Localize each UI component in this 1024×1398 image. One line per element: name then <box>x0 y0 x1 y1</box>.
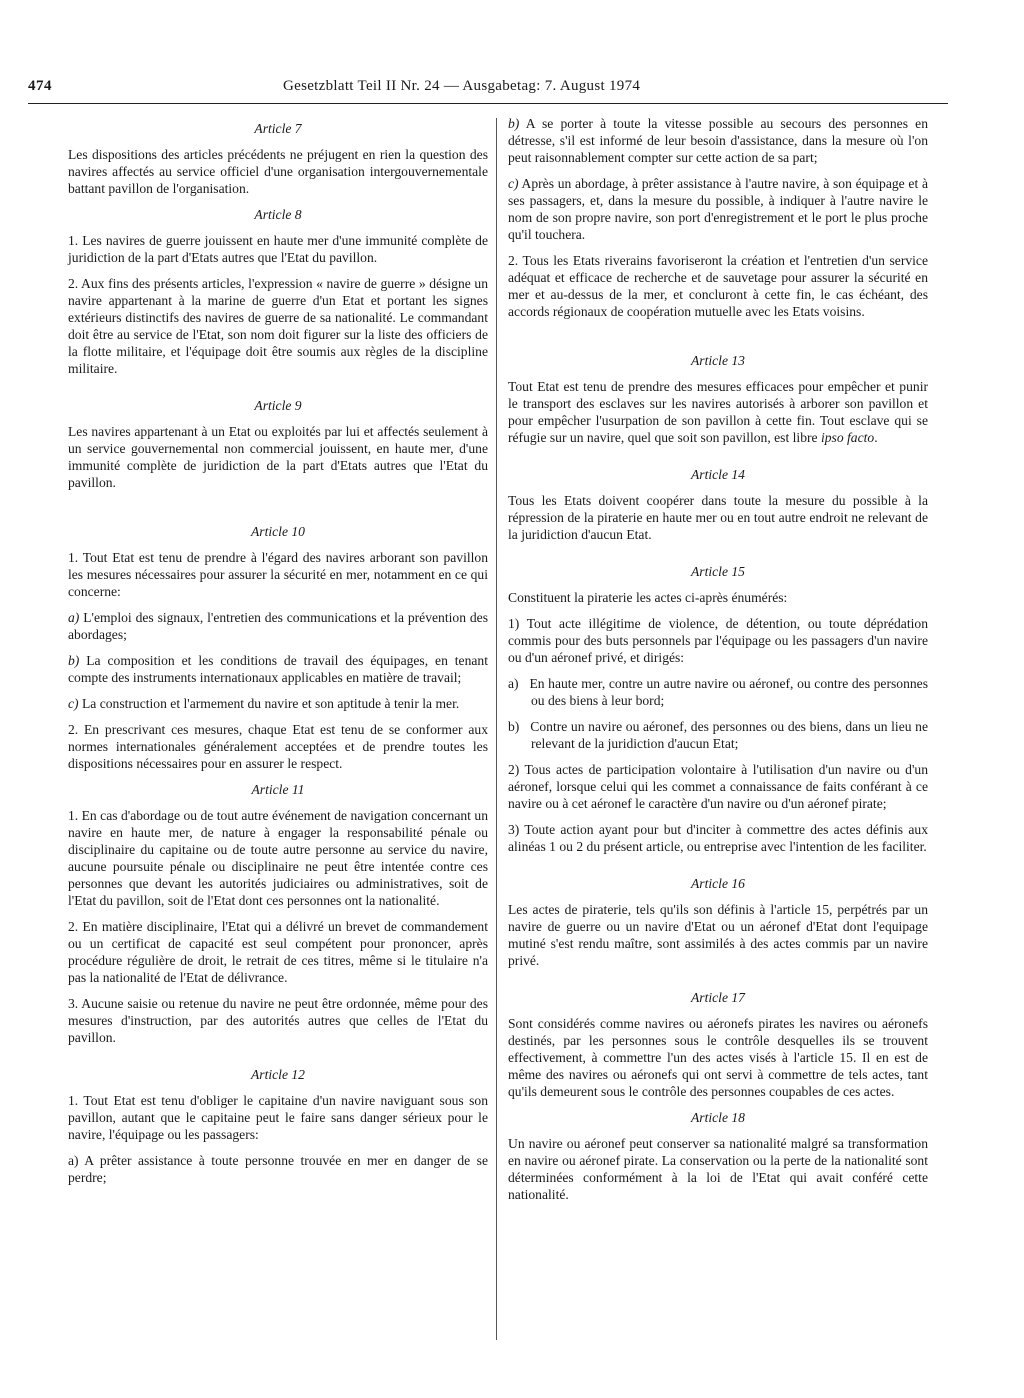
paragraph: 2. Aux fins des présents articles, l'expression « navire de guerre » désigne un navire appartenant à la marine de guerre d'un Etat et portant les signes extérieurs distinctifs des navires de guerre de sa nationalité. Le commandant doit être au service de l'Etat, son nom doit figurer sur la liste des officiers de la flotte militaire, et l'équipage doit être soumis aux règles de la discipline militaire. <box>68 276 488 376</box>
list-item: a) A prêter assistance à toute personne trouvée en mer en danger de se perdre; <box>68 1153 488 1185</box>
paragraph: 2. En prescrivant ces mesures, chaque Etat est tenu de se conformer aux normes internationales généralement acceptées et de prendre toutes les dispositions nécessaires pour en assurer le respect. <box>68 722 488 771</box>
item-label: b) <box>508 116 520 131</box>
article-title: Article 10 <box>251 524 305 539</box>
item-label: c) <box>68 696 79 711</box>
list-item <box>508 675 928 709</box>
item-label: b) <box>68 653 80 668</box>
item-label: a) <box>508 676 519 691</box>
paragraph: Sont considérés comme navires ou aéronefs pirates les navires ou aéronefs destinés, par les personnes sous le contrôle desquelles ils se trouvent effectivement, à commettre l'un des actes visés à l'article 15. Il en est de même des navires ou aéronefs qui ont servi à commettre de tels actes, tant qu'ils demeurent sous le contrôle des personnes coupables de ces actes. <box>508 1016 928 1099</box>
paragraph <box>508 378 928 446</box>
page-header <box>28 78 948 100</box>
paragraph-text: Tout Etat est tenu de prendre des mesures efficaces pour empêcher et punir le transport des esclaves sur les navires autorisés à arborer son pavillon et pour empêcher l'usurpation de son pavillon à cette fin. Tout esclave qui se réfugie sur un navire, quel que soit son pavillon, est libre <box>508 379 928 445</box>
item-text: En haute mer, contre un autre navire ou aéronef, ou contre des personnes ou des biens à leur bord; <box>529 676 928 708</box>
list-item <box>508 175 928 243</box>
latin-term: ipso facto <box>820 430 875 445</box>
paragraph: Les actes de piraterie, tels qu'ils son définis à l'article 15, perpétrés par un navire de guerre ou un navire d'Etat ou un aéronef d'Etat dont l'equipage mutiné s'est rendu maître, sont assimilés à des actes commis par un navire privé. <box>508 902 928 968</box>
paragraph-end: . <box>874 430 878 445</box>
list-item <box>508 718 928 752</box>
paragraph: 1. Tout Etat est tenu d'obliger le capitaine d'un navire naviguant sous son pavillon, autant que le capitaine peut le faire sans danger sérieux pour le navire, l'équipage ou les passagers: <box>68 1093 488 1142</box>
paragraph: 1. Les navires de guerre jouissent en haute mer d'une immunité complète de juridiction de la part d'Etats autres que l'Etat du pavillon. <box>68 233 488 265</box>
article-title: Article 11 <box>251 782 305 797</box>
item-label: a) <box>68 610 80 625</box>
item-text: La construction et l'armement du navire et son aptitude à tenir la mer. <box>78 696 460 711</box>
list-item <box>68 652 488 686</box>
article-title: Article 14 <box>691 467 745 482</box>
list-item: 1) Tout acte illégitime de violence, de détention, ou toute déprédation commis pour des buts personnels par l'équipage ou les passagers d'un navire ou d'un aéronef privé, et dirigés: <box>508 616 928 665</box>
list-item: 3) Toute action ayant pour but d'inciter à commettre des actes définis aux alinéas 1 ou 2 du présent article, ou entreprise avec l'intention de les faciliter. <box>508 822 928 854</box>
page-number: 474 <box>28 78 52 94</box>
paragraph: 1. En cas d'abordage ou de tout autre événement de navigation concernant un navire en haute mer, de nature à engager la responsabilité pénale ou disciplinaire du capitaine ou de toute autre personne au service du navire, aucune poursuite pénale ou disciplinaire ne peut être intentée contre ces personnes que devant les autorités judiciaires ou administratives, soit de l'Etat du pavillon, soit de l'Etat dont ces personnes ont la nationalité. <box>68 808 488 908</box>
item-text: Après un abordage, à prêter assistance à l'autre navire, à son équipage et à ses passagers, et, dans la mesure du possible, à indiquer à l'autre navire le nom de son propre navire, son port d'enregistrement et le port le plus proche qu'il touchera. <box>508 176 928 242</box>
item-text: A se porter à toute la vitesse possible au secours des personnes en détresse, s'il est informé de leur besoin d'assistance, dans la mesure où l'on peut raisonnablement compter sur cette action de sa part; <box>508 116 928 165</box>
list-item <box>68 609 488 643</box>
list-item <box>68 695 488 712</box>
running-head: Gesetzblatt Teil II Nr. 24 — Ausgabetag: 7. August 1974 <box>283 78 641 94</box>
article-title: Article 12 <box>251 1067 305 1082</box>
article-title: Article 17 <box>691 990 745 1005</box>
list-item <box>508 115 928 166</box>
paragraph: Constituent la piraterie les actes ci-après énumérés: <box>508 590 788 605</box>
column-divider <box>496 118 497 1340</box>
item-label: b) <box>508 719 520 734</box>
item-text: La composition et les conditions de travail des équipages, en tenant compte des instruments internationaux applicables en matière de travail; <box>68 653 488 685</box>
article-title: Article 16 <box>691 876 745 891</box>
article-title: Article 18 <box>691 1110 745 1125</box>
left-column <box>68 115 488 1195</box>
paragraph: 2. En matière disciplinaire, l'Etat qui a délivré un brevet de commandement ou un certificat de capacité est seul compétent pour prononcer, après procédure régulière de droit, le retrait de ces titres, même si le titulaire n'a pas la nationalité de l'Etat de délivrance. <box>68 919 488 985</box>
paragraph: 3. Aucune saisie ou retenue du navire ne peut être ordonnée, même pour des mesures d'instruction, par des autorités autres que celles de l'Etat du pavillon. <box>68 996 488 1045</box>
article-title: Article 15 <box>691 564 745 579</box>
paragraph: 2. Tous les Etats riverains favoriseront la création et l'entretien d'un service adéquat et efficace de recherche et de sauvetage pour assurer la sécurité en mer et au-dessus de la mer, et concluront à cette fin, le cas échéant, des accords régionaux de coopération mutuelle avec les Etats voisins. <box>508 253 928 319</box>
paragraph: Les dispositions des articles précédents ne préjugent en rien la question des navires affectés au service officiel d'une organisation intergouvernementale battant pavillon de l'organisation. <box>68 147 488 196</box>
paragraph: Tous les Etats doivent coopérer dans toute la mesure du possible à la répression de la piraterie en haute mer ou en tout autre endroit ne relevant de la juridiction d'aucun Etat. <box>508 493 928 542</box>
paragraph: Les navires appartenant à un Etat ou exploités par lui et affectés seulement à un service gouvernemental non commercial jouissent, en haute mer, d'une immunité complète de juridiction de la part d'Etats autres que l'Etat du pavillon. <box>68 424 488 490</box>
list-item: 2) Tous actes de participation volontaire à l'utilisation d'un navire ou d'un aéronef, lorsque celui qui les commet a connaissance de faits conférant à ce navire ou à cet aéronef le caractère d'un navire ou d'un aéronef pirate; <box>508 762 928 811</box>
article-title: Article 7 <box>254 121 302 136</box>
item-text: L'emploi des signaux, l'entretien des communications et la prévention des abordages; <box>68 610 488 642</box>
article-title: Article 8 <box>254 207 302 222</box>
paragraph: 1. Tout Etat est tenu de prendre à l'égard des navires arborant son pavillon les mesures nécessaires pour assurer la sécurité en mer, notamment en ce qui concerne: <box>68 550 488 599</box>
article-title: Article 13 <box>691 353 745 368</box>
paragraph: Un navire ou aéronef peut conserver sa nationalité malgré sa transformation en navire ou aéronef pirate. La conservation ou la perte de la nationalité sont déterminées conformément à la loi de l'Etat qui avait conféré cette nationalité. <box>508 1136 928 1202</box>
article-title: Article 9 <box>254 398 302 413</box>
header-rule <box>28 103 948 104</box>
item-text: Contre un navire ou aéronef, des personnes ou des biens, dans un lieu ne relevant de la juridiction d'aucun Etat; <box>530 719 928 751</box>
item-label: c) <box>508 176 519 191</box>
right-column <box>508 115 928 1212</box>
